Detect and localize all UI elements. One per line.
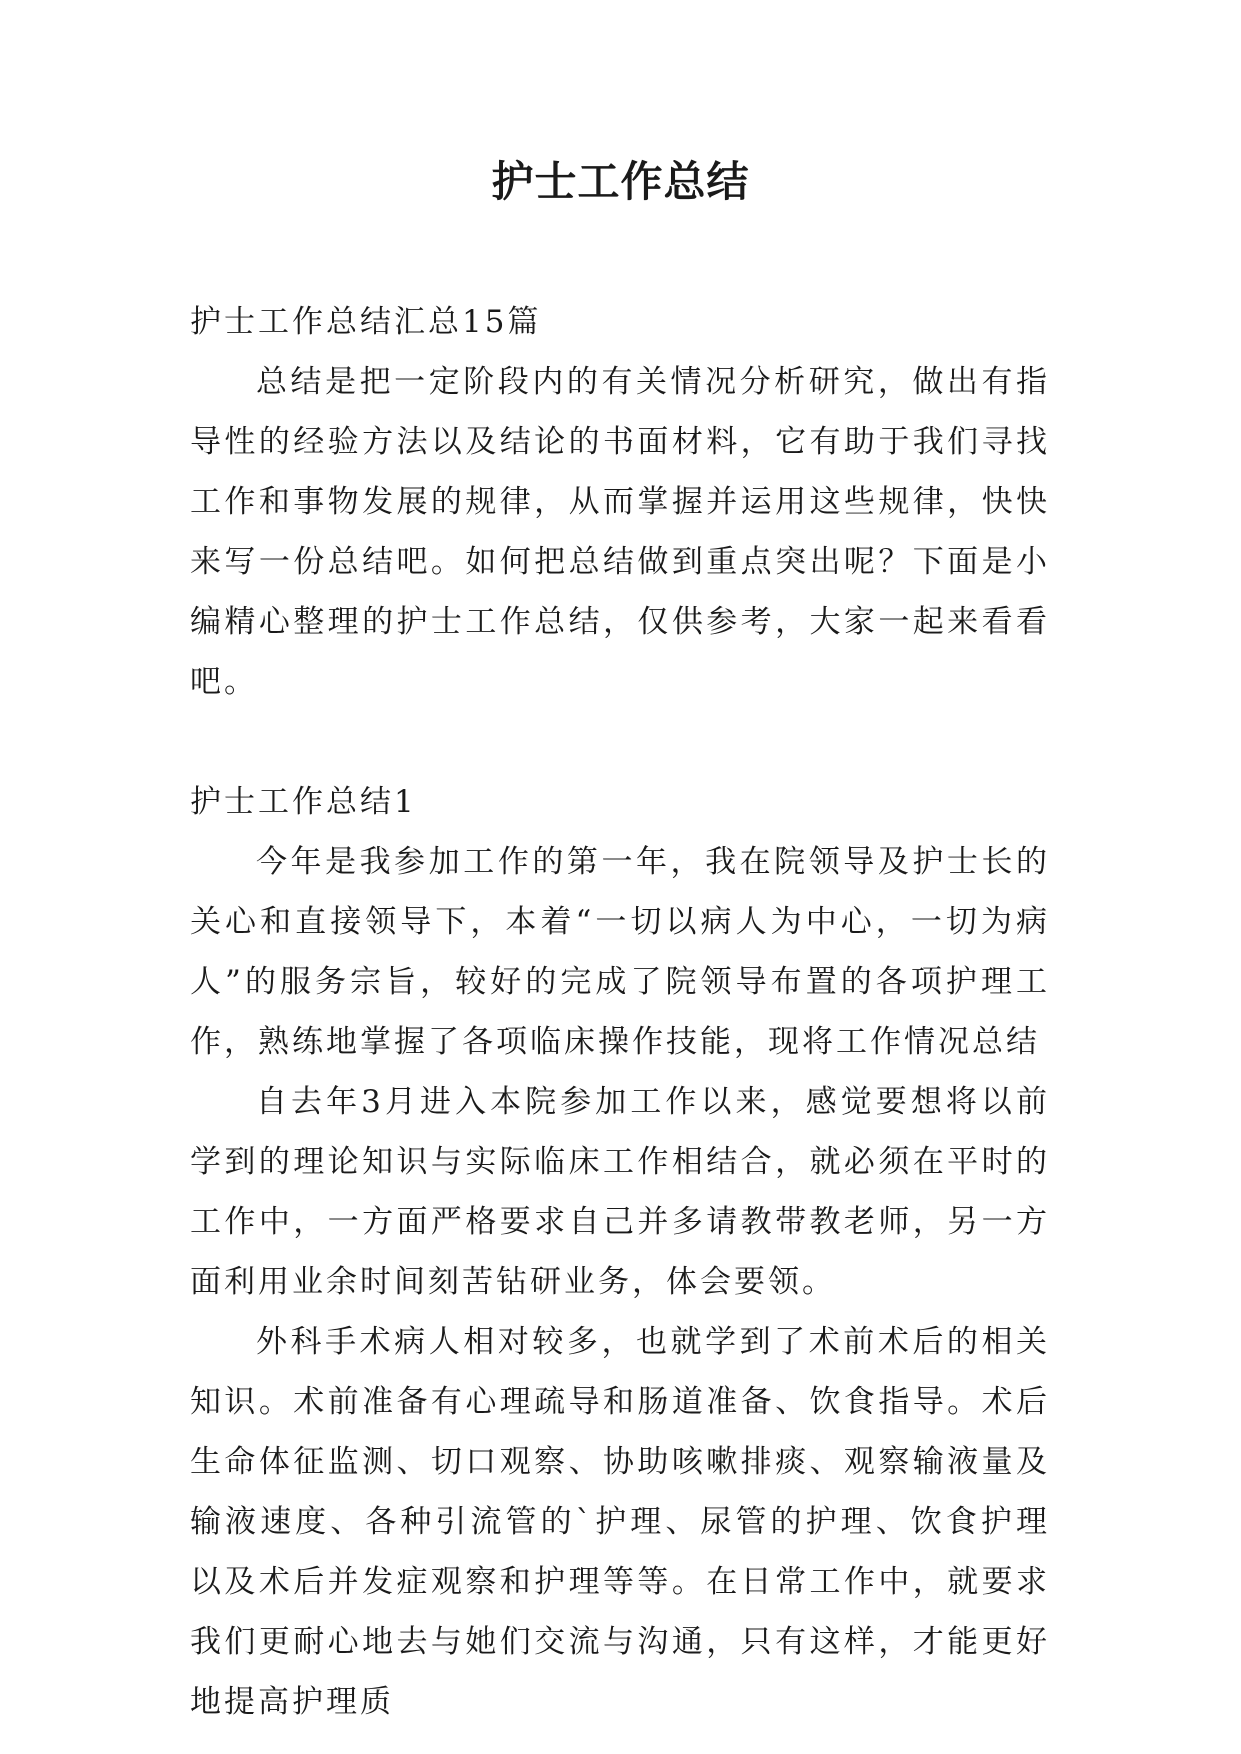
document-title: 护士工作总结 bbox=[491, 157, 750, 206]
section-spacer bbox=[190, 712, 1050, 772]
intro-paragraph: 总结是把一定阶段内的有关情况分析研究，做出有指导性的经验方法以及结论的书面材料，它有助于我们寻找工作和事物发展的规律，从而掌握并运用这些规律，快快来写一份总结吧。如何把总结做到重点突出呢？下面是小编精心整理的护士工作总结，仅供参考，大家一起来看看吧。 bbox=[190, 364, 1050, 700]
section1-paragraph-1: 今年是我参加工作的第一年，我在院领导及护士长的关心和直接领导下，本着“一切以病人为中心，一切为病人”的服务宗旨，较好的完成了院领导布置的各项护理工作，熟练地掌握了各项临床操作技能，现将工作情况总结 bbox=[190, 844, 1050, 1060]
section1-heading: 护士工作总结1 bbox=[190, 784, 417, 820]
intro-heading: 护士工作总结汇总15篇 bbox=[190, 304, 542, 340]
section1-paragraph-2: 自去年3月进入本院参加工作以来，感觉要想将以前学到的理论知识与实际临床工作相结合，就必须在平时的工作中，一方面严格要求自己并多请教带教老师，另一方面利用业余时间刻苦钻研业务，体会要领。 bbox=[190, 1084, 1050, 1300]
document-body bbox=[190, 292, 1050, 1732]
section1-paragraph-3: 外科手术病人相对较多，也就学到了术前术后的相关知识。术前准备有心理疏导和肠道准备、饮食指导。术后生命体征监测、切口观察、协助咳嗽排痰、观察输液量及输液速度、各种引流管的`护理、尿管的护理、饮食护理以及术后并发症观察和护理等等。在日常工作中，就要求我们更耐心地去与她们交流与沟通，只有这样，才能更好地提高护理质 bbox=[190, 1324, 1050, 1720]
